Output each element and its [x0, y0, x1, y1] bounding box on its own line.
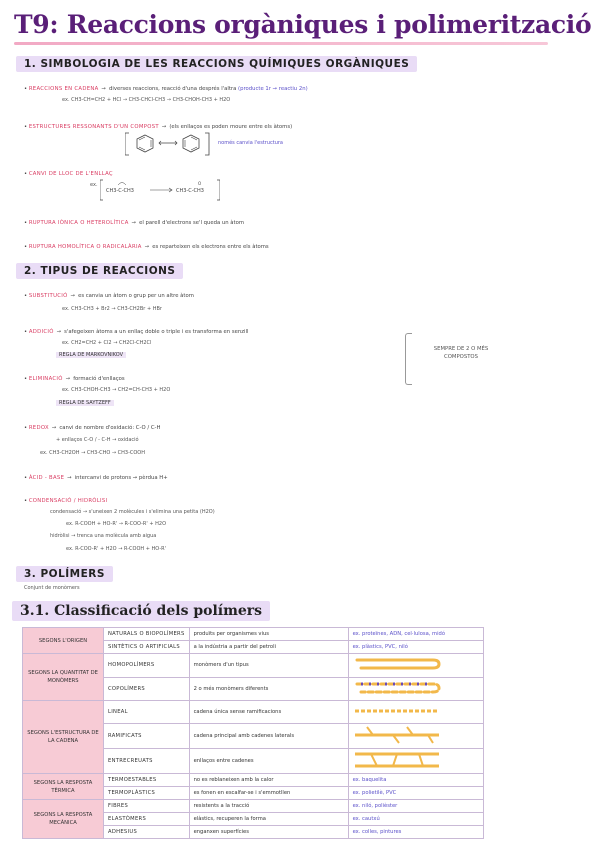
eliminacio-example: ex. CH3-CHOH-CH3 → CH2=CH-CH3 + H2O: [62, 387, 171, 393]
table-example: ex. baquelita: [348, 774, 483, 787]
reaction-type-substitucio: • SUBSTITUCIÓ → es canvia un àtom o grup per un altre àtom: [24, 293, 194, 299]
hidrolisi-line: hidròlisi → trenca una molècula amb aigua: [50, 533, 157, 539]
bond-shift-diagram: [100, 177, 220, 203]
simbologia-example-1: ex. CH3-CH=CH2 + HCl → CH3-CHCl-CH3 → CH3-CHOH-CH3 + H2O: [62, 97, 231, 103]
table-type: RAMIFICATS: [104, 724, 190, 749]
side-note: SEMPRE DE 2 O MÉS COMPOSTOS: [433, 346, 489, 360]
table-category: SEGONS LA RESPOSTA MECÀNICA: [23, 800, 104, 839]
table-type: ENTRECREUATS: [104, 749, 190, 774]
table-type: HOMOPOLÍMERS: [104, 654, 190, 678]
homopolymer-illustration: [348, 654, 483, 678]
table-example: ex. plàstics, PVC, niló: [348, 641, 483, 654]
polymer-classification-table: [22, 627, 484, 839]
table-type: LINEAL: [104, 701, 190, 724]
bond-shift-example-label: ex.: [90, 182, 98, 188]
table-example: ex. cautxú: [348, 813, 483, 826]
table-category: SEGONS LA RESPOSTA TÈRMICA: [23, 774, 104, 800]
reaction-type-redox: • REDOX → canvi de nombre d'oxidació: C-O / C-H: [24, 425, 161, 431]
table-desc: a la indústria a partir del petroli: [189, 641, 348, 654]
table-desc: monòmers d'un tipus: [189, 654, 348, 678]
side-brace: [405, 333, 412, 385]
table-desc: cadena principal amb cadenes laterals: [189, 724, 348, 749]
table-row: [23, 701, 484, 724]
table-type: TERMOPLÀSTICS: [104, 787, 190, 800]
svg-text:CH3-C-CH3: CH3-C-CH3: [176, 188, 204, 194]
table-desc: produïts per organismes vius: [189, 628, 348, 641]
section-3-title: 3. POLÍMERS: [16, 566, 113, 582]
table-example: ex. niló, polièster: [348, 800, 483, 813]
section-3-note: Conjunt de monòmers: [24, 585, 80, 591]
section-2-title: 2. TIPUS DE REACCIONS: [16, 263, 183, 279]
simbologia-item-5: • RUPTURA HOMOLÍTICA O RADICALÀRIA → es reparteixen els electrons entre els àtoms: [24, 244, 269, 250]
table-type: TERMOESTABLES: [104, 774, 190, 787]
table-type: ADHESIUS: [104, 826, 190, 839]
table-desc: no es reblaneixen amb la calor: [189, 774, 348, 787]
page-title: T9: Reaccions orgàniques i polimerització: [14, 10, 592, 39]
table-type: NATURALS O BIOPOLÍMERS: [104, 628, 190, 641]
copolymer-illustration: [348, 677, 483, 701]
table-row: [23, 628, 484, 641]
simbologia-item-3: • CANVI DE LLOC DE L'ENLLAÇ: [24, 171, 113, 177]
redox-example: ex. CH3-CH2OH → CH3-CHO → CH3-COOH: [40, 450, 146, 456]
table-type: FIBRES: [104, 800, 190, 813]
section-1-title: 1. SIMBOLOGIA DE LES REACCIONS QUÍMIQUES ORGÀNIQUES: [16, 56, 417, 72]
reaction-type-addicio: • ADDICIÓ → s'afegeixen àtoms a un enllaç doble o triple i es transforma en senzill: [24, 329, 249, 335]
table-desc: enllaços entre cadenes: [189, 749, 348, 774]
table-type: COPOLÍMERS: [104, 677, 190, 701]
table-example: ex. proteïnes, ADN, cel·lulosa, midó: [348, 628, 483, 641]
table-type: ELASTÒMERS: [104, 813, 190, 826]
table-desc: elàstics, recuperen la forma: [189, 813, 348, 826]
condensacio-line: condensació → s'uneixen 2 molècules i s'elimina una petita (H2O): [50, 509, 215, 515]
hidrolisi-example: ex. R-COO-R' + H2O → R-COOH + HO-R': [66, 546, 167, 552]
simbologia-item-4: • RUPTURA IÒNICA O HETEROLÍTICA → el parell d'electrons se'l queda un àtom: [24, 220, 245, 226]
svg-text:CH3-C-CH3: CH3-C-CH3: [106, 188, 134, 194]
reaction-type-condensacio: • CONDENSACIÓ / HIDRÒLISI: [24, 498, 108, 504]
redox-line: + enllaços C-O / - C-H → oxidació: [56, 437, 139, 443]
addicio-rule: REGLA DE MARKOVNIKOV: [56, 352, 126, 358]
condensacio-example: ex. R-COOH + HO-R' → R-COO-R' + H2O: [66, 521, 167, 527]
resonance-structure-icon: [125, 131, 215, 157]
table-type: SINTÈTICS O ARTIFICIALS: [104, 641, 190, 654]
section-3-1-title: 3.1. Classificació dels polímers: [12, 601, 270, 621]
title-underline: [14, 42, 548, 45]
table-category: SEGONS L'ORIGEN: [23, 628, 104, 654]
resonance-note: només canvia l'estructura: [218, 140, 283, 146]
table-example: ex. polietilè, PVC: [348, 787, 483, 800]
simbologia-item-2: • ESTRUCTURES RESSONANTS D'UN COMPOST → (els enllaços es poden moure entre els àtoms): [24, 124, 293, 130]
addicio-example: ex. CH2=CH2 + Cl2 → CH2Cl-CH2Cl: [62, 340, 152, 346]
table-desc: enganxen superfícies: [189, 826, 348, 839]
simbologia-item-1: • REACCIONS EN CADENA → diverses reaccions, reacció d'una després l'altra (producte 1r → reactiu 2n): [24, 86, 308, 92]
crosslinked-illustration: [348, 749, 483, 774]
table-category: SEGONS LA QUANTITAT DE MONÒMERS: [23, 654, 104, 701]
table-desc: cadena única sense ramificacions: [189, 701, 348, 724]
table-row: [23, 774, 484, 787]
eliminacio-rule: REGLA DE SAYTZEFF: [56, 400, 114, 406]
linear-illustration: [348, 701, 483, 724]
table-desc: 2 o més monòmers diferents: [189, 677, 348, 701]
table-row: [23, 800, 484, 813]
substitucio-example: ex. CH3-CH3 + Br2 → CH3-CH2Br + HBr: [62, 306, 162, 312]
reaction-type-acid-base: • ÀCID - BASE → intercanvi de protons → pèrdua H+: [24, 475, 168, 481]
svg-text:O: O: [198, 181, 202, 186]
branched-illustration: [348, 724, 483, 749]
reaction-type-eliminacio: • ELIMINACIÓ → formació d'enllaços: [24, 376, 125, 382]
table-desc: es fonen en escalfar-se i s'emmotllen: [189, 787, 348, 800]
table-example: ex. colles, pintures: [348, 826, 483, 839]
table-row: [23, 654, 484, 678]
table-category: SEGONS L'ESTRUCTURA DE LA CADENA: [23, 701, 104, 774]
table-desc: resistents a la tracció: [189, 800, 348, 813]
